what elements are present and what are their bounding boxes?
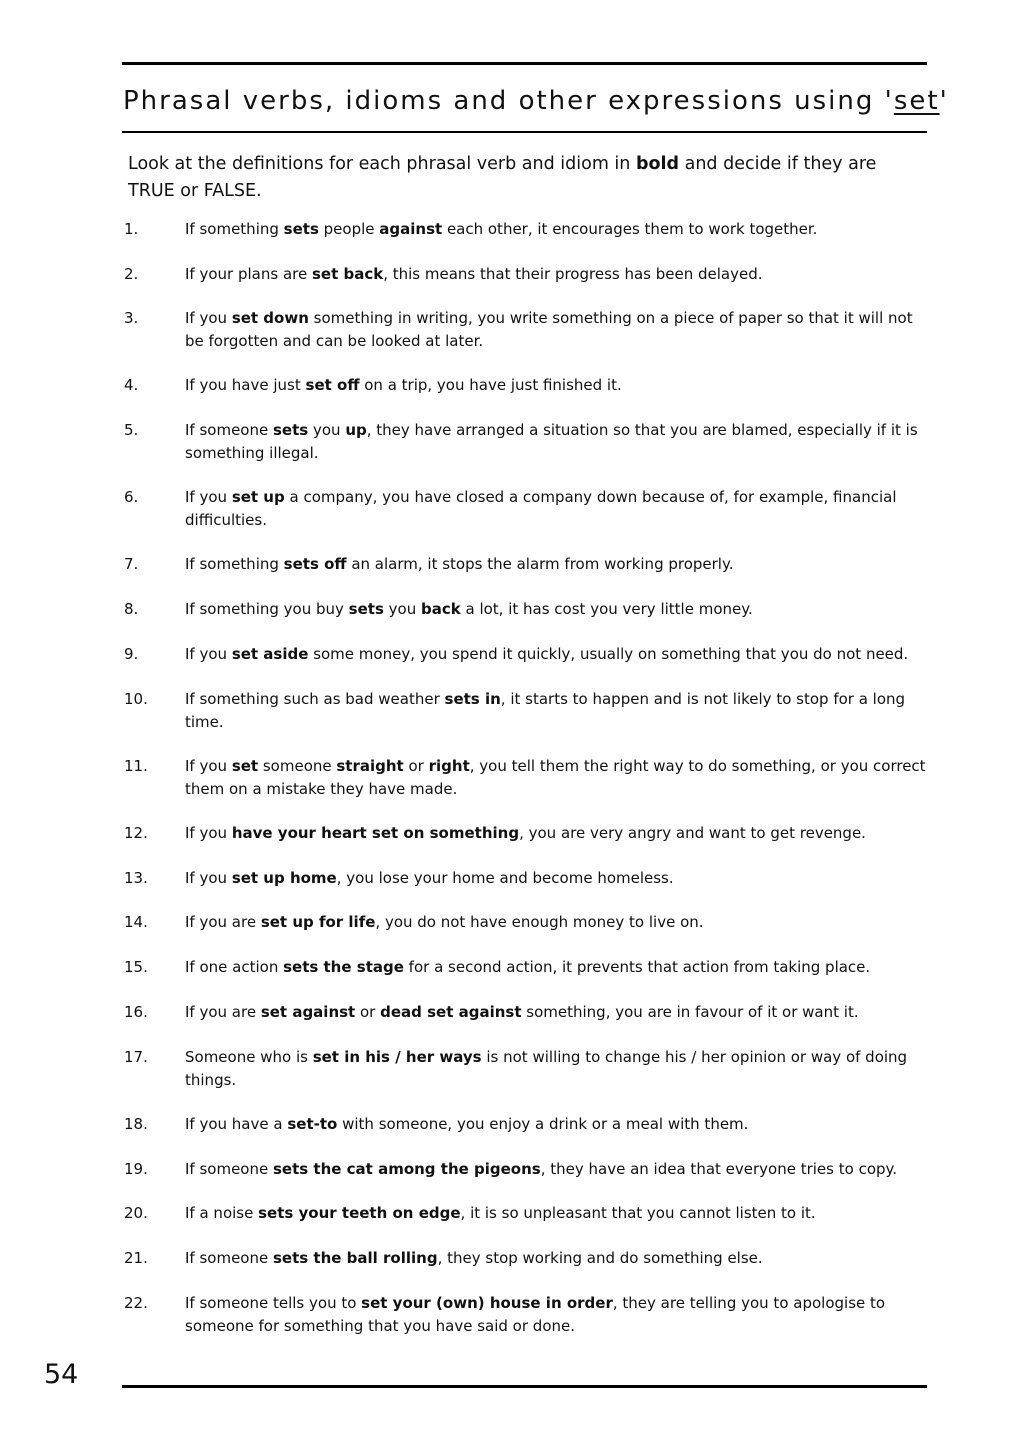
- title-prefix: Phrasal verbs, idioms and other expressions using ': [123, 86, 894, 116]
- expression-bold: sets the ball rolling: [273, 1249, 438, 1267]
- question-number: 8.: [124, 600, 139, 618]
- definition-text: If a noise: [185, 1204, 259, 1222]
- question-text: [185, 1001, 930, 1024]
- definition-text: If someone tells you to: [185, 1294, 362, 1312]
- question-text: [185, 307, 930, 352]
- definition-text: each other, it encourages them to work together.: [442, 220, 818, 238]
- definition-text: If you: [185, 869, 232, 887]
- expression-bold: dead set against: [380, 1003, 522, 1021]
- definition-text: you: [308, 421, 346, 439]
- expression-bold: right: [428, 757, 470, 775]
- definition-text: If you have a: [185, 1115, 288, 1133]
- instructions: [128, 151, 928, 205]
- instructions-bold-word: bold: [635, 154, 680, 174]
- definition-text: If something you buy: [185, 600, 349, 618]
- definition-text: Someone who is: [185, 1048, 313, 1066]
- definition-text: for a second action, it prevents that action from taking place.: [403, 958, 871, 976]
- expression-bold: set: [231, 757, 259, 775]
- expression-bold: back: [420, 600, 461, 618]
- expression-bold: sets the stage: [283, 958, 404, 976]
- definition-text: If one action: [185, 958, 284, 976]
- definition-text: , this means that their progress has been delayed.: [383, 265, 763, 283]
- expression-bold: against: [379, 220, 443, 238]
- expression-bold: have your heart set on something: [231, 824, 520, 842]
- definition-text: people: [318, 220, 380, 238]
- question-number: 1.: [124, 220, 139, 238]
- expression-bold: straight: [336, 757, 404, 775]
- definition-text: If you: [185, 824, 232, 842]
- expression-bold: sets: [283, 220, 319, 238]
- expression-bold: set-to: [287, 1115, 338, 1133]
- question-number: 12.: [124, 824, 148, 842]
- definition-text: If someone: [185, 1249, 273, 1267]
- question-text: [185, 867, 930, 890]
- instructions-text-start: Look at the definitions for each phrasal verb and idiom in: [128, 154, 636, 174]
- question-number: 21.: [124, 1249, 148, 1267]
- definition-text: If something such as bad weather: [185, 690, 445, 708]
- expression-bold: sets the cat among the pigeons: [273, 1160, 541, 1178]
- definition-text: If you are: [185, 1003, 261, 1021]
- expression-bold: sets: [273, 421, 309, 439]
- question-number: 5.: [124, 421, 139, 439]
- expression-bold: set down: [231, 309, 309, 327]
- definition-text: If someone: [185, 1160, 273, 1178]
- expression-bold: sets off: [283, 555, 347, 573]
- question-number: 10.: [124, 690, 148, 708]
- question-text: [185, 688, 930, 733]
- expression-bold: set in his / her ways: [312, 1048, 482, 1066]
- question-number: 3.: [124, 309, 139, 327]
- definition-text: If you: [185, 757, 232, 775]
- question-text: [185, 956, 930, 979]
- definition-text: , you are very angry and want to get revenge.: [519, 824, 866, 842]
- question-number: 4.: [124, 376, 139, 394]
- definition-text: , you do not have enough money to live on.: [375, 913, 704, 931]
- question-text: [185, 1292, 930, 1337]
- expression-bold: set against: [260, 1003, 356, 1021]
- question-number: 18.: [124, 1115, 148, 1133]
- expression-bold: sets in: [444, 690, 501, 708]
- definition-text: , you tell them the right way to do something, or you correct them on a mistake they have made.: [185, 757, 926, 798]
- bottom-rule: [122, 1385, 927, 1388]
- definition-text: something, you are in favour of it or want it.: [521, 1003, 859, 1021]
- top-rule: [122, 62, 927, 65]
- question-text: [185, 1247, 930, 1270]
- definition-text: , they are telling you to apologise to someone for something that you have said or done.: [185, 1294, 886, 1335]
- question-text: [185, 218, 930, 241]
- definition-text: , they have arranged a situation so that you are blamed, especially if it is something illegal.: [185, 421, 918, 462]
- expression-bold: sets your teeth on edge: [258, 1204, 461, 1222]
- question-number: 9.: [124, 645, 139, 663]
- definition-text: , it starts to happen and is not likely to stop for a long time.: [185, 690, 906, 731]
- question-text: [185, 486, 930, 531]
- question-number: 17.: [124, 1048, 148, 1066]
- question-number: 11.: [124, 757, 148, 775]
- definition-text: If someone: [185, 421, 273, 439]
- definition-text: you: [383, 600, 421, 618]
- expression-bold: set your (own) house in order: [361, 1294, 613, 1312]
- question-number: 14.: [124, 913, 148, 931]
- expression-bold: up: [345, 421, 367, 439]
- question-number: 15.: [124, 958, 148, 976]
- question-number: 13.: [124, 869, 148, 887]
- question-number: 2.: [124, 265, 139, 283]
- definition-text: If you: [185, 488, 232, 506]
- definition-text: on a trip, you have just finished it.: [359, 376, 622, 394]
- question-number: 19.: [124, 1160, 148, 1178]
- question-text: [185, 598, 930, 621]
- question-text: [185, 755, 930, 800]
- question-text: [185, 1046, 930, 1091]
- question-text: [185, 911, 930, 934]
- definition-text: , they have an idea that everyone tries to copy.: [540, 1160, 898, 1178]
- definition-text: or: [403, 757, 429, 775]
- question-text: [185, 553, 930, 576]
- definition-text: with someone, you enjoy a drink or a meal with them.: [337, 1115, 749, 1133]
- question-number: 22.: [124, 1294, 148, 1312]
- definition-text: , it is so unpleasant that you cannot listen to it.: [460, 1204, 816, 1222]
- definition-text: If your plans are: [185, 265, 312, 283]
- expression-bold: set up: [231, 488, 285, 506]
- definition-text: If you: [185, 645, 232, 663]
- instructions-text-end: and decide if they are TRUE or FALSE.: [128, 154, 877, 201]
- question-text: [185, 1158, 930, 1181]
- definition-text: something in writing, you write something on a piece of paper so that it will not be forgotten and can be looked at later.: [185, 309, 913, 350]
- definition-text: a company, you have closed a company down because of, for example, financial difficulties.: [185, 488, 897, 529]
- definition-text: If something: [185, 555, 284, 573]
- definition-text: If you have just: [185, 376, 306, 394]
- expression-bold: set up for life: [260, 913, 376, 931]
- definition-text: If something: [185, 220, 284, 238]
- definition-text: , they stop working and do something else.: [437, 1249, 763, 1267]
- question-text: [185, 822, 930, 845]
- question-number: 20.: [124, 1204, 148, 1222]
- question-text: [185, 263, 930, 286]
- expression-bold: set back: [311, 265, 384, 283]
- page-number: 54: [44, 1359, 79, 1390]
- definition-text: someone: [258, 757, 337, 775]
- title-rule: [122, 131, 927, 133]
- definition-text: is not willing to change his / her opinion or way of doing things.: [185, 1048, 908, 1089]
- question-text: [185, 1113, 930, 1136]
- expression-bold: set up home: [231, 869, 337, 887]
- definition-text: or: [355, 1003, 381, 1021]
- question-text: [185, 374, 930, 397]
- definition-text: , you lose your home and become homeless.: [336, 869, 674, 887]
- question-number: 6.: [124, 488, 139, 506]
- title-keyword: set: [893, 86, 940, 116]
- expression-bold: sets: [348, 600, 384, 618]
- expression-bold: set off: [305, 376, 360, 394]
- definition-text: If you are: [185, 913, 261, 931]
- expression-bold: set aside: [231, 645, 309, 663]
- question-number: 16.: [124, 1003, 148, 1021]
- definition-text: a lot, it has cost you very little money.: [460, 600, 753, 618]
- page-title: [123, 86, 949, 116]
- question-text: [185, 643, 930, 666]
- definition-text: If you: [185, 309, 232, 327]
- definition-text: some money, you spend it quickly, usually on something that you do not need.: [308, 645, 909, 663]
- title-suffix: ': [939, 86, 949, 116]
- definition-text: an alarm, it stops the alarm from working properly.: [346, 555, 734, 573]
- question-text: [185, 1202, 930, 1225]
- question-text: [185, 419, 930, 464]
- question-number: 7.: [124, 555, 139, 573]
